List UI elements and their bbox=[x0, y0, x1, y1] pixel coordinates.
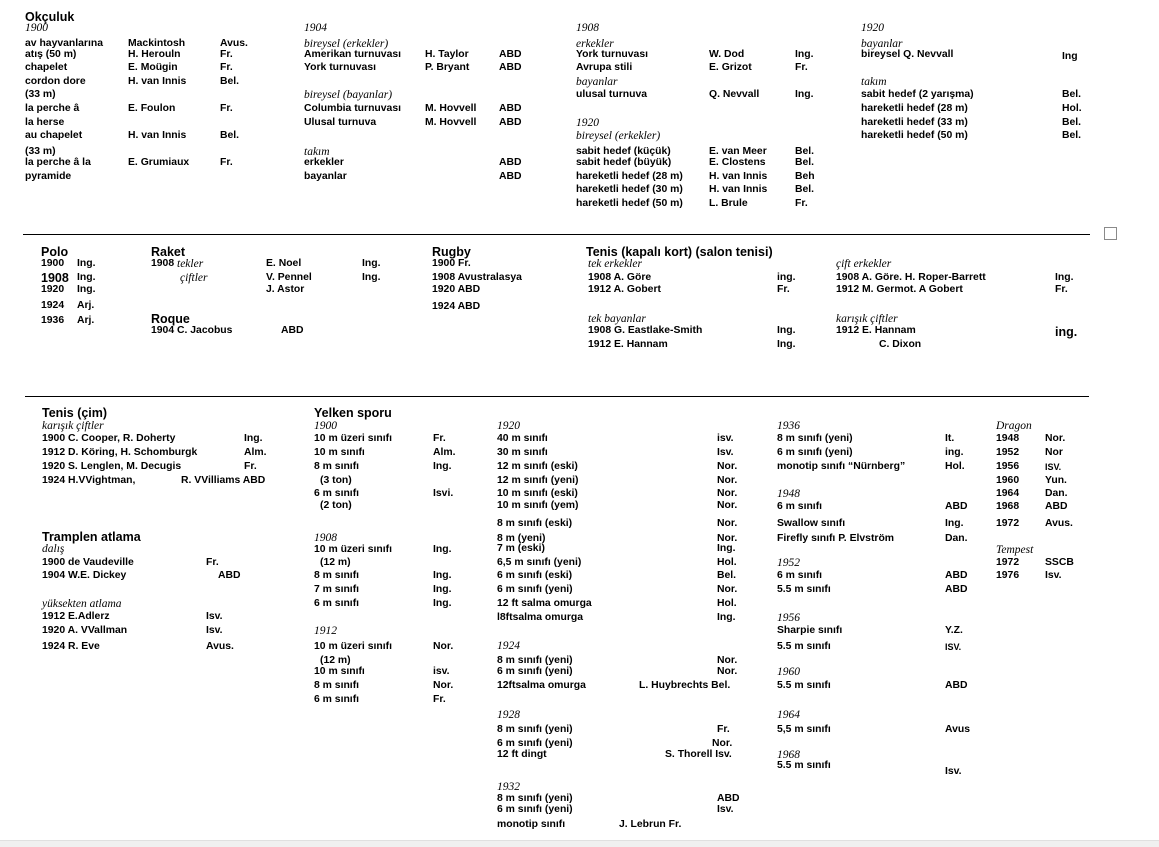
text-line: sabit hedef (küçük) bbox=[576, 146, 671, 157]
text-line: 8 m (yeni) bbox=[497, 533, 546, 544]
text-line: Avus. bbox=[206, 641, 234, 652]
text-line: 8 m sınıfı (yeni) bbox=[497, 793, 573, 804]
italic-label: 1904 bbox=[304, 22, 327, 34]
text-line: Nor bbox=[1045, 447, 1063, 458]
italic-label: 1928 bbox=[497, 709, 520, 721]
text-line: au chapelet bbox=[25, 130, 83, 141]
text-line: Ing. bbox=[795, 49, 814, 60]
text-line: Nor. bbox=[717, 461, 738, 472]
text-line: 8 m sınıfı (yeni) bbox=[497, 724, 573, 735]
italic-label: yüksekten atlama bbox=[42, 598, 122, 610]
italic-label: bireysel (erkekler) bbox=[576, 130, 661, 142]
italic-label: 1908 bbox=[576, 22, 599, 34]
text-line: Bel. bbox=[220, 76, 240, 87]
text-line: Ing. bbox=[433, 584, 452, 595]
text-line: hareketli hedef (30 m) bbox=[576, 184, 683, 195]
text-line: bayanlar bbox=[304, 171, 347, 182]
section-heading: 1908 bbox=[41, 271, 69, 285]
text-line: P. Bryant bbox=[425, 62, 470, 73]
text-line: 1912 E.Adlerz bbox=[42, 611, 110, 622]
section-heading: Tramplen atlama bbox=[42, 530, 141, 544]
text-line: Bel. bbox=[1062, 89, 1082, 100]
text-line: (12 m) bbox=[320, 655, 351, 666]
section-heading: Okçuluk bbox=[25, 10, 75, 24]
text-line: 1956 bbox=[996, 461, 1020, 472]
text-line: ABD bbox=[499, 62, 522, 73]
text-line: Yun. bbox=[1045, 475, 1067, 486]
text-line: E. Moügin bbox=[128, 62, 178, 73]
text-line: Ing. bbox=[795, 89, 814, 100]
text-line: cordon dore bbox=[25, 76, 86, 87]
text-line: 1908 Avustralasya bbox=[432, 272, 522, 283]
text-line: Fr. bbox=[717, 724, 730, 735]
italic-label: çiftler bbox=[180, 272, 208, 284]
text-line: Bel. bbox=[795, 146, 815, 157]
text-line: 1924 bbox=[41, 300, 65, 311]
italic-label: 1900 bbox=[314, 420, 337, 432]
text-line: 6 m sınıfı (yeni) bbox=[777, 447, 853, 458]
text-line: ABD bbox=[945, 570, 968, 581]
text-line: 1920 ABD bbox=[432, 284, 481, 295]
italic-label: 1948 bbox=[777, 488, 800, 500]
text-line: Alm. bbox=[433, 447, 456, 458]
text-line: (12 m) bbox=[320, 557, 351, 568]
text-line: 12 ft salma omurga bbox=[497, 598, 592, 609]
text-line: 12 m sınıfı (yeni) bbox=[497, 475, 579, 486]
text-line: Fr. bbox=[795, 198, 808, 209]
text-line: 1912 A. Gobert bbox=[588, 284, 661, 295]
page-handle-box[interactable] bbox=[1104, 227, 1117, 240]
italic-label: 1920 bbox=[497, 420, 520, 432]
text-line: Hol. bbox=[1062, 103, 1082, 114]
italic-label: 1920 bbox=[576, 117, 599, 129]
text-line: Swallow sınıfı bbox=[777, 518, 846, 529]
text-line: Hol. bbox=[945, 461, 965, 472]
text-line: ISV. bbox=[1045, 462, 1062, 472]
text-line: 1900 de Vaudeville bbox=[42, 557, 134, 568]
text-line: 12ftsalma omurga bbox=[497, 680, 586, 691]
text-line: Ing. bbox=[945, 518, 964, 529]
text-line: 5.5 m sınıfı bbox=[777, 584, 831, 595]
text-line: Hol. bbox=[717, 557, 737, 568]
italic-label: 1932 bbox=[497, 781, 520, 793]
text-line: 7 m (eski) bbox=[497, 543, 545, 554]
text-line: Nor. bbox=[717, 533, 738, 544]
text-line: 1900 C. Cooper, R. Doherty bbox=[42, 433, 176, 444]
italic-label: bayanlar bbox=[861, 38, 903, 50]
text-line: M. Hovvell bbox=[425, 103, 477, 114]
text-line: H. van Innis bbox=[709, 184, 768, 195]
text-line: Fr. bbox=[433, 433, 446, 444]
text-line: 1920 bbox=[41, 284, 65, 295]
text-line: 1948 bbox=[996, 433, 1020, 444]
text-line: ABD bbox=[499, 171, 522, 182]
text-line: 1920 S. Lenglen, M. Decugis bbox=[42, 461, 182, 472]
italic-label: çift erkekler bbox=[836, 258, 892, 270]
text-line: ISV. bbox=[945, 642, 962, 652]
text-line: 1908 G. Eastlake-Smith bbox=[588, 325, 703, 336]
text-line: ABD bbox=[1045, 501, 1068, 512]
italic-label: karışık çiftler bbox=[42, 420, 104, 432]
text-line: 7 m sınıfı bbox=[314, 584, 360, 595]
text-line: Bel. bbox=[717, 570, 737, 581]
italic-label: 1936 bbox=[777, 420, 800, 432]
text-line: Isv. bbox=[1045, 570, 1062, 581]
text-line: 1908 bbox=[151, 258, 175, 269]
text-line: H. Herouln bbox=[128, 49, 181, 60]
text-line: la perche â bbox=[25, 103, 80, 114]
text-line: Fr. bbox=[795, 62, 808, 73]
text-line: Isvi. bbox=[433, 488, 454, 499]
text-line: 6 m sınıfı (yeni) bbox=[497, 666, 573, 677]
text-line: 1912 E. Hannam bbox=[836, 325, 916, 336]
text-line: 1968 bbox=[996, 501, 1020, 512]
text-line: 10 m üzeri sınıfı bbox=[314, 433, 392, 444]
italic-label: 1964 bbox=[777, 709, 800, 721]
text-line: Ing. bbox=[777, 325, 796, 336]
text-line: Ing. bbox=[433, 570, 452, 581]
text-line: J. Astor bbox=[266, 284, 305, 295]
section-heading: Raket bbox=[151, 245, 186, 259]
text-line: Q. Nevvall bbox=[709, 89, 760, 100]
text-line: la perche â la bbox=[25, 157, 91, 168]
text-line: C. Dixon bbox=[879, 339, 922, 350]
text-line: Nor. bbox=[717, 655, 738, 666]
text-line: 8 m sınıfı (yeni) bbox=[497, 655, 573, 666]
text-line: V. Pennel bbox=[266, 272, 312, 283]
text-line: isv. bbox=[717, 433, 734, 444]
italic-label: 1952 bbox=[777, 557, 800, 569]
text-line: (2 ton) bbox=[320, 500, 352, 511]
text-line: Y.Z. bbox=[945, 625, 963, 636]
text-line: 10 m üzeri sınıfı bbox=[314, 544, 392, 555]
text-line: Avus. bbox=[220, 38, 248, 49]
text-line: Arj. bbox=[77, 300, 95, 311]
text-line: (33 m) bbox=[25, 89, 56, 100]
text-line: Alm. bbox=[244, 447, 267, 458]
italic-label: Dragon bbox=[996, 420, 1032, 432]
italic-label: 1912 bbox=[314, 625, 337, 637]
text-line: 6 m sınıfı bbox=[777, 570, 823, 581]
italic-label: bireysel (bayanlar) bbox=[304, 89, 393, 101]
text-line: 6 m sınıfı bbox=[777, 501, 823, 512]
text-line: Arj. bbox=[77, 315, 95, 326]
italic-label: tekler bbox=[177, 258, 204, 270]
text-line: 6 m sınıfı bbox=[314, 488, 360, 499]
text-line: Fr. bbox=[244, 461, 257, 472]
section-heading: Rugby bbox=[432, 245, 471, 259]
text-line: Isv. bbox=[717, 804, 734, 815]
text-line: 1912 D. Köring, H. Schomburgk bbox=[42, 447, 198, 458]
text-line: 8 m sınıfı (yeni) bbox=[777, 433, 853, 444]
text-line: erkekler bbox=[304, 157, 344, 168]
text-line: Ing. bbox=[433, 544, 452, 555]
text-line: L. Huybrechts Bel. bbox=[639, 680, 731, 691]
text-line: pyramide bbox=[25, 171, 72, 182]
text-line: Bel. bbox=[795, 157, 815, 168]
text-line: H. van Innis bbox=[128, 130, 187, 141]
text-line: 10 m üzeri sınıfı bbox=[314, 641, 392, 652]
text-line: E. van Meer bbox=[709, 146, 767, 157]
text-line: la herse bbox=[25, 117, 65, 128]
text-line: Ing. bbox=[77, 272, 96, 283]
text-line: 6 m sınıfı bbox=[314, 694, 360, 705]
text-line: 1924 R. Eve bbox=[42, 641, 100, 652]
text-line: ABD bbox=[945, 501, 968, 512]
text-line: 1964 bbox=[996, 488, 1020, 499]
text-line: 1900 Fr. bbox=[432, 258, 471, 269]
text-line: 5,5 m sınıfı bbox=[777, 724, 831, 735]
text-line: Columbia turnuvası bbox=[304, 103, 401, 114]
text-line: Ing. bbox=[362, 272, 381, 283]
text-line: E. Foulon bbox=[128, 103, 176, 114]
text-line: av hayvanlarına bbox=[25, 38, 103, 49]
text-line: 6 m sınıfı (eski) bbox=[497, 570, 573, 581]
text-line: Ing bbox=[1062, 51, 1078, 62]
text-line: hareketli hedef (28 m) bbox=[576, 171, 683, 182]
italic-label: 1968 bbox=[777, 749, 800, 761]
text-line: Ing. bbox=[77, 258, 96, 269]
text-line: ABD bbox=[499, 103, 522, 114]
text-line: York turnuvası bbox=[576, 49, 648, 60]
text-line: sabit hedef (büyük) bbox=[576, 157, 672, 168]
text-line: ABD bbox=[945, 680, 968, 691]
text-line: Dan. bbox=[945, 533, 968, 544]
text-line: Beh bbox=[795, 171, 815, 182]
section-divider-2 bbox=[25, 396, 1089, 397]
text-line: H. van Innis bbox=[709, 171, 768, 182]
text-line: 40 m sınıfı bbox=[497, 433, 548, 444]
text-line: Amerikan turnuvası bbox=[304, 49, 402, 60]
text-line: Fr. bbox=[220, 49, 233, 60]
text-line: sabit hedef (2 yarışma) bbox=[861, 89, 974, 100]
text-line: H. Taylor bbox=[425, 49, 469, 60]
text-line: Bel. bbox=[1062, 130, 1082, 141]
italic-label: tek erkekler bbox=[588, 258, 642, 270]
text-line: 1936 bbox=[41, 315, 65, 326]
text-line: 12 ft dingt bbox=[497, 749, 547, 760]
text-line: J. Lebrun Fr. bbox=[619, 819, 682, 830]
text-line: Avrupa stili bbox=[576, 62, 633, 73]
text-line: Nor. bbox=[717, 488, 738, 499]
italic-label: bireysel (erkekler) bbox=[304, 38, 389, 50]
text-line: Fr. bbox=[220, 62, 233, 73]
text-line: bireysel Q. Nevvall bbox=[861, 49, 954, 60]
text-line: Mackintosh bbox=[128, 38, 186, 49]
text-line: 5.5 m sınıfı bbox=[777, 641, 831, 652]
text-line: 1912 E. Hannam bbox=[588, 339, 668, 350]
text-line: 1972 bbox=[996, 518, 1020, 529]
text-line: hareketli hedef (50 m) bbox=[861, 130, 968, 141]
text-line: Avus. bbox=[1045, 518, 1073, 529]
text-line: monotip sınıfı “Nürnberg” bbox=[777, 461, 906, 472]
text-line: 5.5 m sınıfı bbox=[777, 760, 831, 771]
text-line: (3 ton) bbox=[320, 475, 352, 486]
text-line: Nor. bbox=[717, 666, 738, 677]
text-line: 1924 ABD bbox=[432, 301, 481, 312]
text-line: isv. bbox=[433, 666, 450, 677]
text-line: 10 m sınıfı (yem) bbox=[497, 500, 579, 511]
text-line: atış (50 m) bbox=[25, 49, 77, 60]
text-line: Ing. bbox=[1055, 272, 1074, 283]
text-line: 10 m sınıfı bbox=[314, 666, 365, 677]
text-line: Fr. bbox=[433, 694, 446, 705]
text-line: Dan. bbox=[1045, 488, 1068, 499]
section-divider-1 bbox=[23, 234, 1090, 235]
text-line: ABD bbox=[499, 49, 522, 60]
text-line: ulusal turnuva bbox=[576, 89, 648, 100]
text-line: SSCB bbox=[1045, 557, 1074, 568]
text-line: 30 m sınıfı bbox=[497, 447, 548, 458]
text-line: 6,5 m sınıfı (yeni) bbox=[497, 557, 582, 568]
text-line: 8 m sınıfı bbox=[314, 680, 360, 691]
text-line: Nor. bbox=[717, 500, 738, 511]
text-line: 5.5 m sınıfı bbox=[777, 680, 831, 691]
text-line: 10 m sınıfı (eski) bbox=[497, 488, 578, 499]
text-line: ABD bbox=[499, 117, 522, 128]
text-line: 1972 bbox=[996, 557, 1020, 568]
text-line: Avus bbox=[945, 724, 971, 735]
text-line: Nor. bbox=[717, 475, 738, 486]
text-line: ABD bbox=[499, 157, 522, 168]
text-line: Bel. bbox=[795, 184, 815, 195]
italic-label: karışık çiftler bbox=[836, 313, 898, 325]
text-line: 6 m sınıfı (yeni) bbox=[497, 584, 573, 595]
text-line: Ing. bbox=[244, 433, 263, 444]
text-line: Sharpie sınıfı bbox=[777, 625, 843, 636]
text-line: Ing. bbox=[362, 258, 381, 269]
text-line: Fr. bbox=[1055, 284, 1068, 295]
italic-label: Tempest bbox=[996, 544, 1034, 556]
text-line: Bel. bbox=[220, 130, 240, 141]
italic-label: erkekler bbox=[576, 38, 614, 50]
text-line: Isv. bbox=[206, 611, 223, 622]
italic-label: bayanlar bbox=[576, 76, 618, 88]
text-line: 6 m sınıfı (yeni) bbox=[497, 804, 573, 815]
text-line: Ing. bbox=[777, 339, 796, 350]
text-line: 10 m sınıfı bbox=[314, 447, 365, 458]
text-line: Hol. bbox=[717, 598, 737, 609]
text-line: Nor. bbox=[712, 738, 733, 749]
text-line: W. Dod bbox=[709, 49, 745, 60]
text-line: Nor. bbox=[717, 584, 738, 595]
text-line: 8 m sınıfı bbox=[314, 461, 360, 472]
text-line: 1904 C. Jacobus bbox=[151, 325, 233, 336]
text-line: It. bbox=[945, 433, 955, 444]
text-line: 1952 bbox=[996, 447, 1020, 458]
section-heading: Yelken sporu bbox=[314, 406, 392, 420]
text-line: ABD bbox=[281, 325, 304, 336]
text-line: 1904 W.E. Dickey bbox=[42, 570, 127, 581]
text-line: Isv. bbox=[206, 625, 223, 636]
text-line: Ing. bbox=[433, 461, 452, 472]
text-line: H. van Innis bbox=[128, 76, 187, 87]
text-line: ing. bbox=[945, 447, 964, 458]
text-line: (33 m) bbox=[25, 146, 56, 157]
text-line: Bel. bbox=[1062, 117, 1082, 128]
text-line: Fr. bbox=[220, 103, 233, 114]
italic-label: 1960 bbox=[777, 666, 800, 678]
italic-label: 1920 bbox=[861, 22, 884, 34]
text-line: ABD bbox=[945, 584, 968, 595]
section-heading: ing. bbox=[1055, 325, 1078, 339]
text-line: Fr. bbox=[777, 284, 790, 295]
text-line: chapelet bbox=[25, 62, 68, 73]
text-line: Nor. bbox=[1045, 433, 1066, 444]
text-line: 8 m sınıfı (eski) bbox=[497, 518, 573, 529]
section-heading: Tenis (kapalı kort) (salon tenisi) bbox=[586, 245, 773, 259]
text-line: Ulusal turnuva bbox=[304, 117, 377, 128]
italic-label: takım bbox=[304, 146, 330, 158]
text-line: Nor. bbox=[433, 641, 454, 652]
text-line: Fr. bbox=[220, 157, 233, 168]
text-line: Isv. bbox=[717, 447, 734, 458]
text-line: Fr. bbox=[206, 557, 219, 568]
italic-label: 1924 bbox=[497, 640, 520, 652]
text-line: 1900 bbox=[41, 258, 65, 269]
text-line: hareketli hedef (33 m) bbox=[861, 117, 968, 128]
text-line: hareketli hedef (50 m) bbox=[576, 198, 683, 209]
text-line: 6 m sınıfı bbox=[314, 598, 360, 609]
text-line: ABD bbox=[218, 570, 241, 581]
text-line: 1908 A. Göre. H. Roper-Barrett bbox=[836, 272, 986, 283]
text-line: Ing. bbox=[77, 284, 96, 295]
text-line: Ing. bbox=[717, 612, 736, 623]
text-line: ABD bbox=[717, 793, 740, 804]
text-line: Firefly sınıfı P. Elvström bbox=[777, 533, 895, 544]
text-line: ing. bbox=[777, 272, 796, 283]
text-line: 6 m sınıfı (yeni) bbox=[497, 738, 573, 749]
text-line: 12 m sınıfı (eski) bbox=[497, 461, 578, 472]
text-line: 8 m sınıfı bbox=[314, 570, 360, 581]
text-line: E. Grumiaux bbox=[128, 157, 190, 168]
text-line: L. Brule bbox=[709, 198, 748, 209]
text-line: E. Noel bbox=[266, 258, 302, 269]
text-line: hareketli hedef (28 m) bbox=[861, 103, 968, 114]
section-heading: Polo bbox=[41, 245, 69, 259]
text-line: Nor. bbox=[433, 680, 454, 691]
italic-label: 1956 bbox=[777, 612, 800, 624]
text-line: l8ftsalma omurga bbox=[497, 612, 584, 623]
section-heading: Roque bbox=[151, 312, 190, 326]
text-line: S. Thorell Isv. bbox=[665, 749, 732, 760]
text-line: Ing. bbox=[433, 598, 452, 609]
text-line: M. Hovvell bbox=[425, 117, 477, 128]
text-line: Ing. bbox=[717, 543, 736, 554]
text-line: Nor. bbox=[717, 518, 738, 529]
text-line: R. VVilliams ABD bbox=[181, 475, 266, 486]
text-line: 1924 H.VVightman, bbox=[42, 475, 136, 486]
text-line: E. Grizot bbox=[709, 62, 752, 73]
text-line: E. Clostens bbox=[709, 157, 766, 168]
text-line: 1960 bbox=[996, 475, 1020, 486]
text-line: 1908 A. Göre bbox=[588, 272, 652, 283]
text-line: Isv. bbox=[945, 766, 962, 777]
text-line: 1920 A. VVallman bbox=[42, 625, 128, 636]
italic-label: tek bayanlar bbox=[588, 313, 646, 325]
section-heading: Tenis (çim) bbox=[42, 406, 108, 420]
text-line: 1976 bbox=[996, 570, 1020, 581]
italic-label: 1900 bbox=[25, 22, 48, 34]
italic-label: takım bbox=[861, 76, 887, 88]
text-line: 1912 M. Germot. A Gobert bbox=[836, 284, 963, 295]
text-line: monotip sınıfı bbox=[497, 819, 566, 830]
text-line: York turnuvası bbox=[304, 62, 376, 73]
italic-label: dalış bbox=[42, 543, 65, 555]
italic-label: 1908 bbox=[314, 532, 337, 544]
